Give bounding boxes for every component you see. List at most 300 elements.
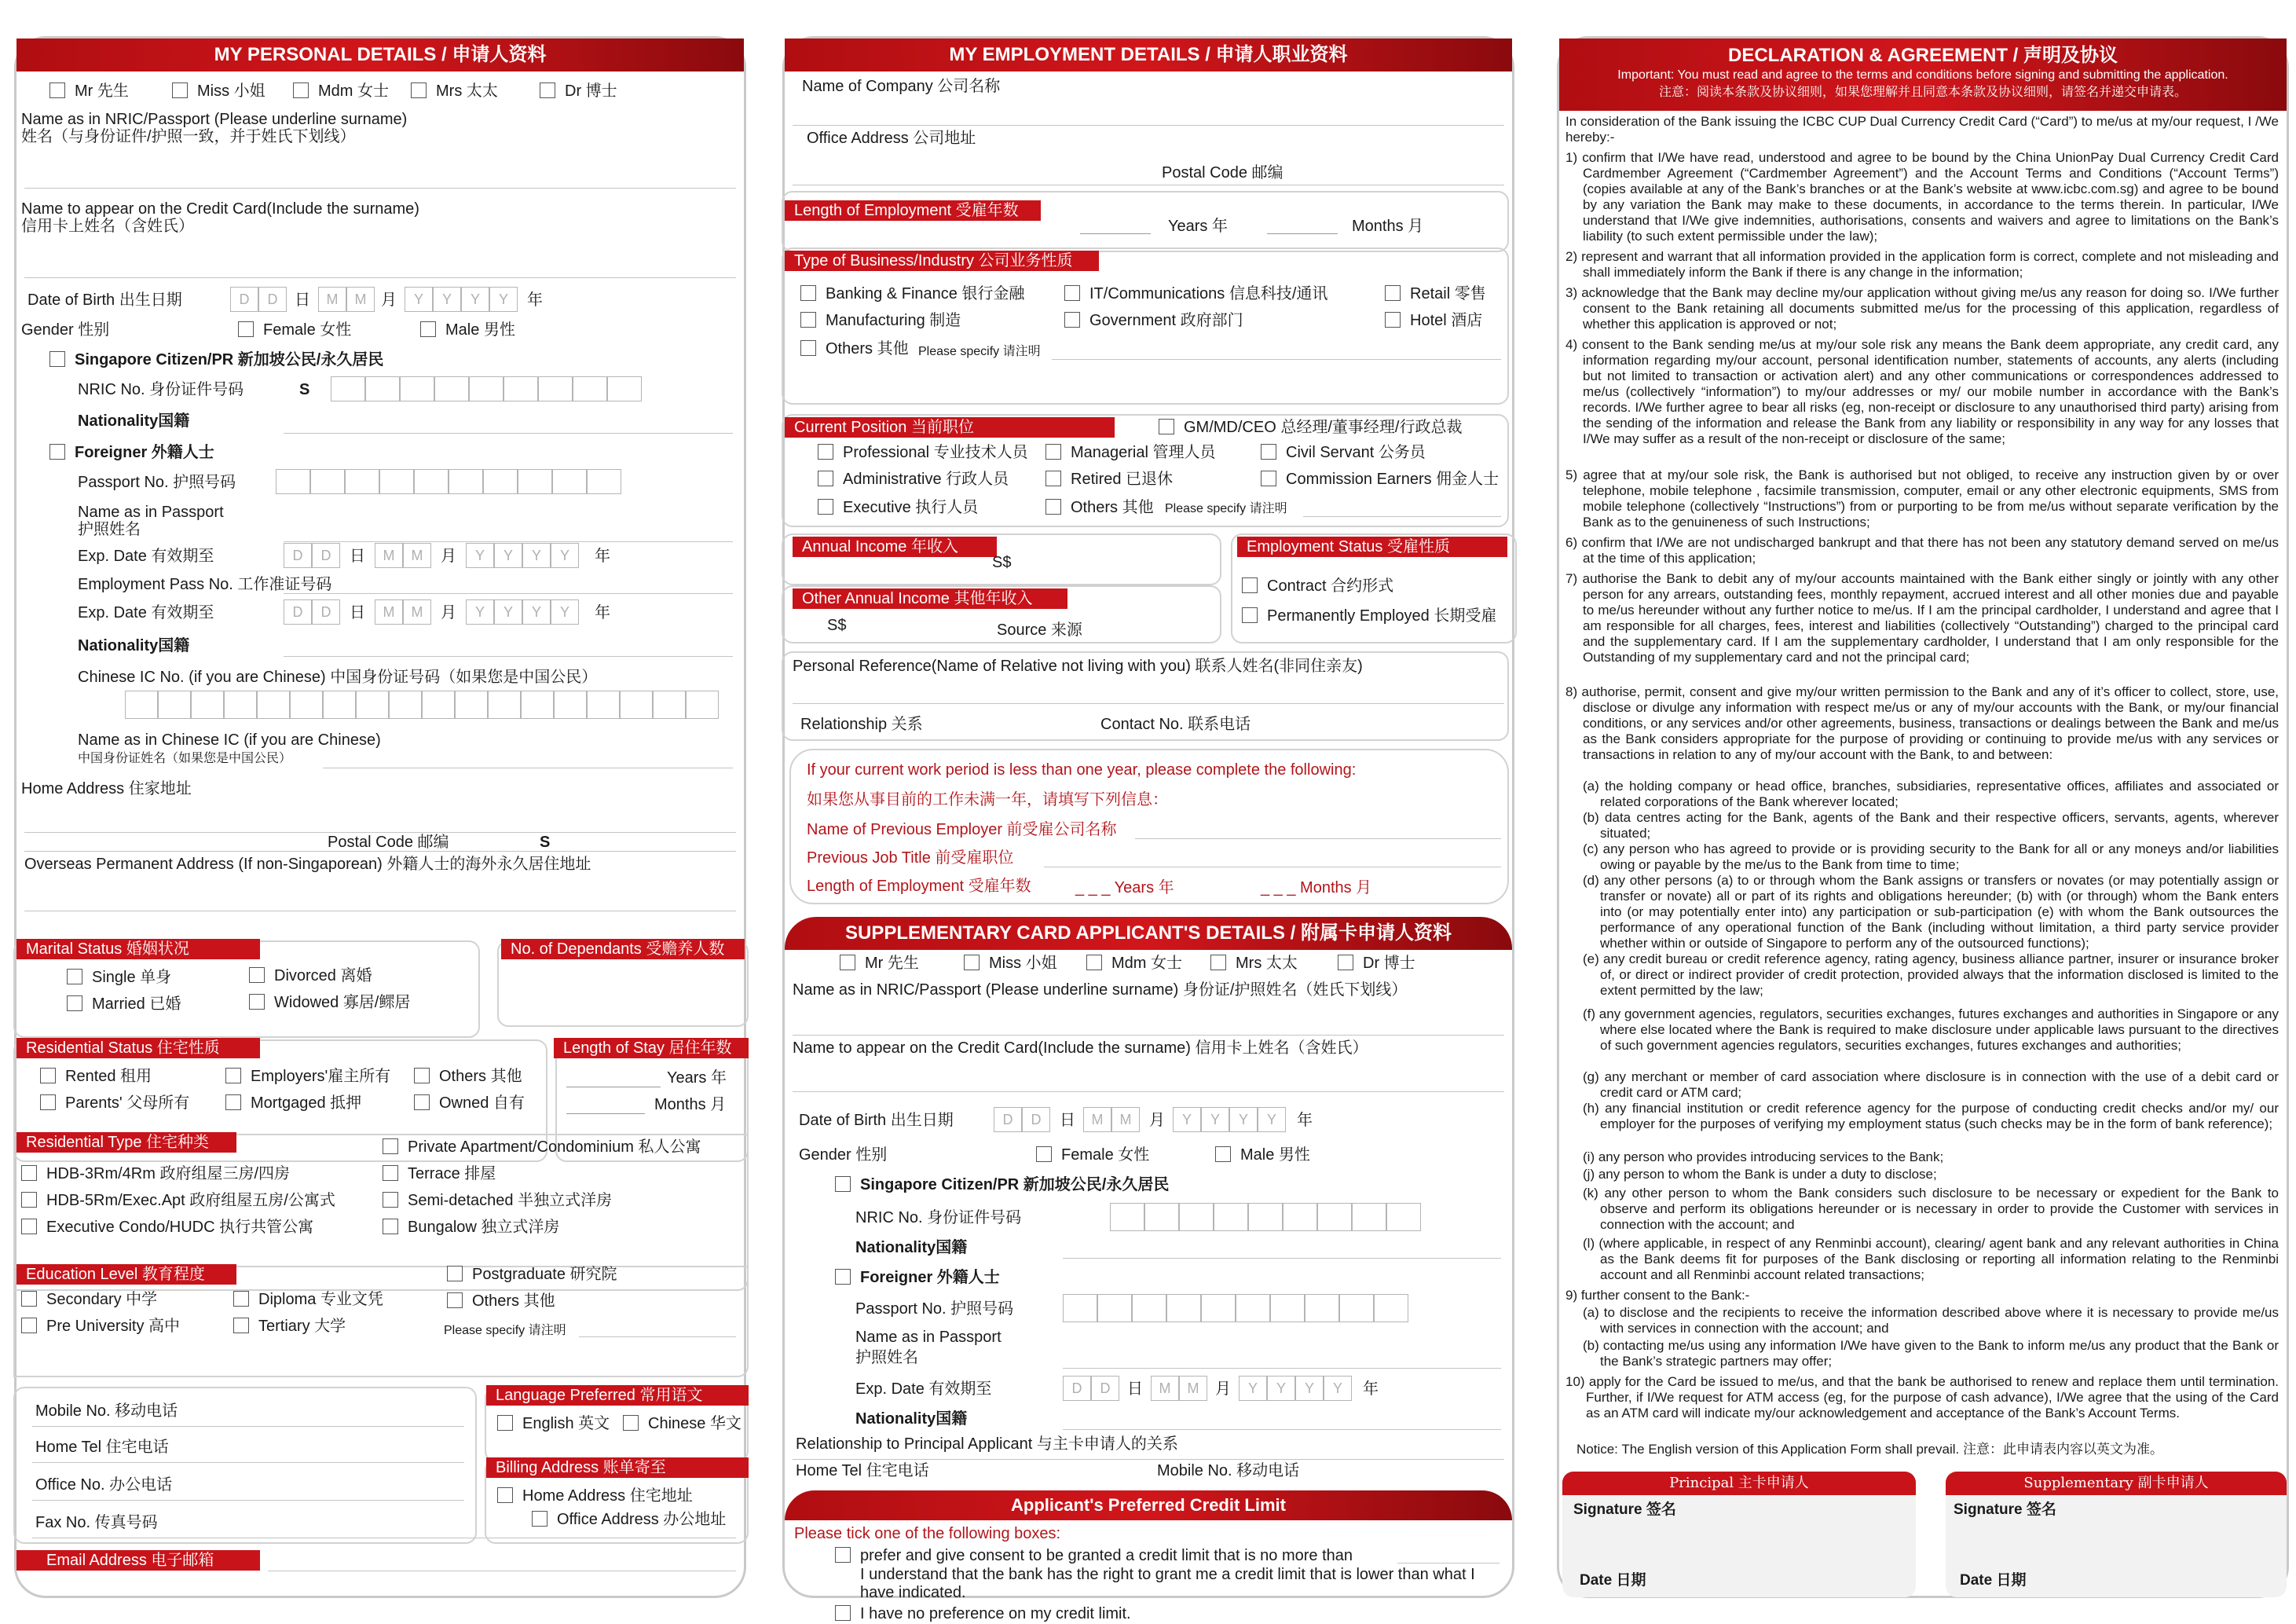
permanent-option[interactable]: Permanently Employed 长期受雇 bbox=[1242, 607, 1496, 625]
passport-digit-box[interactable] bbox=[1132, 1294, 1166, 1322]
passport-digit-box[interactable] bbox=[1374, 1294, 1408, 1322]
supp-title-mr-option[interactable]: Mr 先生 bbox=[840, 955, 919, 973]
semi-detached-option[interactable]: Semi-detached 半独立式洋房 bbox=[383, 1192, 612, 1210]
nric-digit-box[interactable] bbox=[1110, 1203, 1144, 1231]
checkbox[interactable] bbox=[411, 82, 427, 98]
cic-digit-box[interactable] bbox=[158, 691, 191, 719]
passport-digit-box[interactable] bbox=[1305, 1294, 1339, 1322]
cic-digit-box[interactable] bbox=[422, 691, 455, 719]
passport-digit-box[interactable] bbox=[1270, 1294, 1305, 1322]
checkbox[interactable] bbox=[414, 1068, 430, 1083]
passport-digit-box[interactable] bbox=[1166, 1294, 1201, 1322]
supp-female-option[interactable]: Female 女性 bbox=[1036, 1146, 1149, 1164]
reference-input[interactable] bbox=[793, 703, 1504, 704]
supp-nationality-input[interactable] bbox=[1063, 1258, 1501, 1259]
home-address-label: Home Address 住家地址 bbox=[21, 780, 192, 797]
months-label: Months 月 bbox=[654, 1096, 727, 1113]
cic-digit-box[interactable] bbox=[521, 691, 554, 719]
exp-year-box[interactable]: Y bbox=[1324, 1376, 1352, 1401]
checkbox[interactable] bbox=[1045, 499, 1061, 515]
checkbox[interactable] bbox=[67, 995, 82, 1011]
supp-male-option[interactable]: Male 男性 bbox=[1215, 1146, 1310, 1164]
nric-digit-box[interactable] bbox=[469, 376, 504, 401]
declaration-item: 5) agree that at my/our sole risk, the Bank is authorised but not obliged, to receive any instruction given by or over telephone, mobile telephone , facsimile transmission, computer, email or any other electronic equipments, SMS from mobile telephone (collectively “Instructions”) from or purporting to be from me/us without separate verification by the Bank as to the genuineness of such Instructions; bbox=[1565, 467, 2279, 530]
checkbox[interactable] bbox=[1385, 312, 1401, 328]
cic-digit-box[interactable] bbox=[389, 691, 422, 719]
name-passport-input[interactable] bbox=[284, 541, 733, 542]
please-specify-label: Please specify 请注明 bbox=[918, 345, 1041, 358]
billing-home-option[interactable]: Home Address 住宅地址 bbox=[497, 1487, 693, 1505]
employment-pass-input[interactable] bbox=[284, 593, 733, 594]
checkbox[interactable] bbox=[293, 82, 309, 98]
it-option[interactable]: IT/Communications 信息科技/通讯 bbox=[1064, 285, 1327, 303]
checkbox[interactable] bbox=[1261, 471, 1276, 486]
exp-day-box[interactable]: D bbox=[1063, 1376, 1091, 1401]
declaration-subitem: (d) any other persons (a) to or through whom the Bank assigns or transfers or novates (or may potentially assign or transfer or novate) all or part of its rights and obligations hereunder; (b) with (or through) whom the Bank enters into (or may potentially enter into) any participation or sub-participation (e) with whom the Bank outsources the performance of any operational function of the Bank (including without limitation, a third party service provider whether within or outside of Singapore to perform any of the outsourced functions); bbox=[1583, 873, 2279, 951]
nric-digit-box[interactable] bbox=[1317, 1203, 1352, 1231]
tertiary-option[interactable]: Tertiary 大学 bbox=[233, 1318, 346, 1336]
checkbox[interactable] bbox=[249, 994, 265, 1010]
checkbox[interactable] bbox=[532, 1511, 547, 1527]
pre-university-option[interactable]: Pre University 高中 bbox=[21, 1318, 180, 1336]
checkbox[interactable] bbox=[1338, 955, 1353, 970]
passport-digit-box[interactable] bbox=[1339, 1294, 1374, 1322]
checkbox[interactable] bbox=[818, 444, 833, 460]
checkbox[interactable] bbox=[21, 1318, 37, 1333]
single-option[interactable]: Single 单身 bbox=[67, 969, 171, 987]
mortgaged-option[interactable]: Mortgaged 抵押 bbox=[225, 1094, 361, 1113]
passport-digit-box[interactable] bbox=[449, 469, 483, 494]
exp-year-box[interactable]: Y bbox=[1295, 1376, 1324, 1401]
checkbox[interactable] bbox=[40, 1068, 56, 1083]
nric-digit-box[interactable] bbox=[400, 376, 434, 401]
cic-digit-box[interactable] bbox=[191, 691, 224, 719]
checkbox[interactable] bbox=[49, 351, 65, 367]
title-dr-option[interactable]: Dr 博士 bbox=[540, 82, 617, 101]
cic-digit-box[interactable] bbox=[554, 691, 587, 719]
rented-option[interactable]: Rented 租用 bbox=[40, 1068, 152, 1086]
dob-year-box[interactable]: Y bbox=[1201, 1107, 1229, 1132]
dob-day-box[interactable]: D bbox=[1022, 1107, 1050, 1132]
office-no-input[interactable] bbox=[32, 1500, 464, 1501]
checkbox[interactable] bbox=[172, 82, 188, 98]
divorced-option[interactable]: Divorced 离婚 bbox=[249, 967, 372, 985]
no-preference-option[interactable]: I have no preference on my credit limit. bbox=[835, 1605, 1131, 1623]
home-tel-label: Home Tel 住宅电话 bbox=[35, 1439, 169, 1456]
dob-year-box[interactable]: Y bbox=[489, 287, 518, 312]
checkbox[interactable] bbox=[1210, 955, 1226, 970]
checkbox[interactable] bbox=[21, 1291, 37, 1307]
checkbox[interactable] bbox=[49, 82, 65, 98]
exp-day-box[interactable]: D bbox=[312, 543, 340, 568]
checkbox[interactable] bbox=[1159, 419, 1174, 434]
supp-nationality-input[interactable] bbox=[1063, 1429, 1501, 1430]
hdb3-option[interactable]: HDB-3Rm/4Rm 政府组屋三房/四房 bbox=[21, 1165, 290, 1183]
checkbox[interactable] bbox=[447, 1266, 463, 1281]
exp-year-box[interactable]: Y bbox=[1267, 1376, 1295, 1401]
fax-label: Fax No. 传真号码 bbox=[35, 1514, 158, 1531]
checkbox[interactable] bbox=[800, 312, 816, 328]
dob-month-box[interactable]: M bbox=[1083, 1107, 1111, 1132]
checkbox[interactable] bbox=[225, 1094, 241, 1110]
postal-code-label: Postal Code 邮编 bbox=[1162, 164, 1283, 181]
checkbox[interactable] bbox=[1064, 285, 1080, 301]
exp-day-box[interactable]: D bbox=[284, 599, 312, 625]
passport-no-label: Passport No. 护照号码 bbox=[78, 474, 236, 491]
secondary-option[interactable]: Secondary 中学 bbox=[21, 1291, 157, 1309]
civil-servant-option[interactable]: Civil Servant 公务员 bbox=[1261, 444, 1426, 462]
retired-option[interactable]: Retired 已退休 bbox=[1045, 471, 1173, 489]
others-specify-input[interactable] bbox=[579, 1336, 736, 1337]
hotel-option[interactable]: Hotel 酒店 bbox=[1385, 312, 1482, 330]
exp-month-box[interactable]: M bbox=[375, 543, 403, 568]
checkbox[interactable] bbox=[623, 1415, 639, 1431]
retail-option[interactable]: Retail 零售 bbox=[1385, 285, 1486, 303]
passport-digit-box[interactable] bbox=[587, 469, 621, 494]
diploma-option[interactable]: Diploma 专业文凭 bbox=[233, 1291, 383, 1309]
checkbox[interactable] bbox=[835, 1605, 851, 1621]
exp-year-box[interactable]: Y bbox=[551, 543, 579, 568]
tick-one-label: Please tick one of the following boxes: bbox=[794, 1525, 1061, 1542]
widowed-option[interactable]: Widowed 寡居/鳏居 bbox=[249, 994, 410, 1012]
nationality-input[interactable] bbox=[284, 433, 733, 434]
other-income-currency: S$ bbox=[827, 617, 847, 634]
home-address-input[interactable] bbox=[24, 832, 736, 833]
checkbox[interactable] bbox=[21, 1165, 37, 1181]
checkbox[interactable] bbox=[383, 1138, 398, 1154]
checkbox[interactable] bbox=[383, 1192, 398, 1208]
declaration-subitem: (h) any financial institution or credit reference agency for the purpose of conducting credit checks and/or my/ our employer for the purposes of verifying my employment status (such checks may be in the form of bank reference); bbox=[1583, 1101, 2279, 1131]
prev-employer-label: Name of Previous Employer 前受雇公司名称 bbox=[807, 821, 1117, 838]
principal-signature-label: Signature 签名 bbox=[1573, 1501, 1676, 1518]
contact-no-label: Contact No. 联系电话 bbox=[1100, 716, 1251, 733]
relationship-principal-input[interactable] bbox=[793, 1459, 1504, 1460]
professional-option[interactable]: Professional 专业技术人员 bbox=[818, 444, 1028, 462]
billing-tag: Billing Address 账单寄至 bbox=[486, 1457, 749, 1478]
married-option[interactable]: Married 已婚 bbox=[67, 995, 181, 1014]
chinese-ic-name-label-cn: 中国身份证姓名（如果您是中国公民） bbox=[78, 752, 292, 765]
nric-digit-box[interactable] bbox=[1214, 1203, 1248, 1231]
declaration-subitem: (f) any government agencies, regulators, securities exchanges, futures exchanges and authorities in Singapore or any where else located where the Bank is required to make disclosure under applicable laws pursuant to the directives of such government agencies regulators, securities exchanges, futures exchanges and authorities; bbox=[1583, 1006, 2279, 1053]
nric-digit-box[interactable] bbox=[1144, 1203, 1179, 1231]
prev-title-label: Previous Job Title 前受雇职位 bbox=[807, 849, 1014, 867]
exec-condo-option[interactable]: Executive Condo/HUDC 执行共管公寓 bbox=[21, 1219, 313, 1237]
passport-digit-box[interactable] bbox=[552, 469, 587, 494]
limit-amount-input[interactable] bbox=[1397, 1563, 1500, 1564]
office-address-label: Office Address 公司地址 bbox=[807, 130, 976, 147]
prev-employer-input[interactable] bbox=[1135, 838, 1501, 839]
supp-foreigner-option[interactable]: Foreigner 外籍人士 bbox=[835, 1269, 1000, 1287]
supplementary-signature-box[interactable] bbox=[1946, 1472, 2287, 1597]
nric-digit-box[interactable] bbox=[538, 376, 573, 401]
cic-digit-box[interactable] bbox=[257, 691, 290, 719]
supp-passport-label: Passport No. 护照号码 bbox=[855, 1300, 1014, 1318]
dob-year-box[interactable]: Y bbox=[405, 287, 433, 312]
nric-digit-box[interactable] bbox=[1283, 1203, 1317, 1231]
principal-label: Principal 主卡申请人 bbox=[1562, 1472, 1916, 1495]
cic-digit-box[interactable] bbox=[686, 691, 719, 719]
cic-digit-box[interactable] bbox=[653, 691, 686, 719]
hdb5-option[interactable]: HDB-5Rm/Exec.Apt 政府组屋五房/公寓式 bbox=[21, 1192, 335, 1210]
year-cn: 年 bbox=[1297, 1112, 1313, 1129]
title-mdm-option[interactable]: Mdm 女士 bbox=[293, 82, 389, 101]
chinese-option[interactable]: Chinese 华文 bbox=[623, 1415, 742, 1433]
exp-day-box[interactable]: D bbox=[284, 543, 312, 568]
employment-months-input[interactable] bbox=[1267, 233, 1338, 234]
checkbox[interactable] bbox=[835, 1176, 851, 1192]
month-cn: 月 bbox=[1149, 1112, 1165, 1129]
title-miss-option[interactable]: Miss 小姐 bbox=[172, 82, 265, 101]
supp-nric-name-label: Name as in NRIC/Passport (Please underline surname) 身份证/护照姓名（姓氏下划线） bbox=[793, 981, 1408, 999]
declaration-subitem: (c) any person who has agreed to provide or is providing security to the Bank for all or any moneys and/or liabilities owing or payable by the me/us to the Bank from time to time; bbox=[1583, 841, 2279, 872]
passport-digit-box[interactable] bbox=[1063, 1294, 1097, 1322]
checkbox[interactable] bbox=[233, 1318, 249, 1333]
nric-digit-box[interactable] bbox=[331, 376, 365, 401]
checkbox[interactable] bbox=[447, 1292, 463, 1308]
checkbox[interactable] bbox=[21, 1219, 37, 1234]
nationality-input[interactable] bbox=[284, 656, 733, 657]
executive-option[interactable]: Executive 执行人员 bbox=[818, 499, 978, 517]
cic-digit-box[interactable] bbox=[620, 691, 653, 719]
private-apt-option[interactable]: Private Apartment/Condominium 私人公寓 bbox=[383, 1138, 701, 1157]
nric-no-label: NRIC No. 身份证件号码 bbox=[78, 381, 244, 398]
checkbox[interactable] bbox=[233, 1291, 249, 1307]
banking-option[interactable]: Banking & Finance 银行金融 bbox=[800, 285, 1024, 303]
checkbox[interactable] bbox=[249, 967, 265, 983]
dob-label: Date of Birth 出生日期 bbox=[27, 291, 182, 309]
nric-digit-box[interactable] bbox=[607, 376, 642, 401]
english-option[interactable]: English 英文 bbox=[497, 1415, 610, 1433]
day-cn: 日 bbox=[1060, 1112, 1075, 1129]
cic-digit-box[interactable] bbox=[356, 691, 389, 719]
manufacturing-option[interactable]: Manufacturing 制造 bbox=[800, 312, 961, 330]
business-specify-input[interactable] bbox=[1052, 359, 1501, 360]
checkbox[interactable] bbox=[835, 1269, 851, 1285]
exp-year-box[interactable]: Y bbox=[466, 543, 494, 568]
exp-year-box[interactable]: Y bbox=[551, 599, 579, 625]
chinese-ic-name-label: Name as in Chinese IC (if you are Chinese) bbox=[78, 731, 381, 749]
less-year-note-cn: 如果您从事目前的工作未满一年，请填写下列信息： bbox=[807, 791, 1168, 808]
principal-signature-box[interactable] bbox=[1562, 1472, 1916, 1597]
supp-title-miss-option[interactable]: Miss 小姐 bbox=[964, 955, 1057, 973]
government-option[interactable]: Government 政府部门 bbox=[1064, 312, 1243, 330]
cic-digit-box[interactable] bbox=[455, 691, 488, 719]
checkbox[interactable] bbox=[840, 955, 855, 970]
dob-day-box[interactable]: D bbox=[230, 287, 258, 312]
checkbox[interactable] bbox=[238, 321, 254, 337]
checkbox[interactable] bbox=[1045, 444, 1061, 460]
checkbox[interactable] bbox=[383, 1165, 398, 1181]
prefer-limit-option[interactable]: prefer and give consent to be granted a credit limit that is no more than bbox=[835, 1547, 1353, 1565]
dob-month-box[interactable]: M bbox=[318, 287, 346, 312]
checkbox[interactable] bbox=[1261, 444, 1276, 460]
current-position-tag: Current Position 当前职位 bbox=[785, 417, 1115, 438]
gender-female-option[interactable]: Female 女性 bbox=[238, 321, 351, 339]
checkbox[interactable] bbox=[1385, 285, 1401, 301]
passport-digit-box[interactable] bbox=[1097, 1294, 1132, 1322]
parents-option[interactable]: Parents' 父母所有 bbox=[40, 1094, 189, 1113]
cic-digit-box[interactable] bbox=[488, 691, 521, 719]
others-option[interactable]: Others 其他 bbox=[414, 1068, 522, 1086]
passport-digit-box[interactable] bbox=[276, 469, 310, 494]
company-input[interactable] bbox=[793, 125, 1504, 126]
checkbox[interactable] bbox=[800, 340, 816, 356]
passport-digit-box[interactable] bbox=[414, 469, 449, 494]
supp-card-name-label: Name to appear on the Credit Card(Include the surname) 信用卡上姓名（含姓氏） bbox=[793, 1039, 1368, 1057]
employers-option[interactable]: Employers'雇主所有 bbox=[225, 1068, 390, 1086]
managerial-option[interactable]: Managerial 管理人员 bbox=[1045, 444, 1216, 462]
checkbox[interactable] bbox=[414, 1094, 430, 1110]
home-tel-input[interactable] bbox=[32, 1462, 464, 1463]
checkbox[interactable] bbox=[1086, 955, 1102, 970]
dob-day-box[interactable]: D bbox=[994, 1107, 1022, 1132]
supp-card-name-input[interactable] bbox=[793, 1091, 1504, 1092]
exp-year-box[interactable]: Y bbox=[522, 543, 551, 568]
checkbox[interactable] bbox=[383, 1219, 398, 1234]
exp-year-box[interactable]: Y bbox=[1239, 1376, 1267, 1401]
cic-digit-box[interactable] bbox=[290, 691, 323, 719]
exp-month-box[interactable]: M bbox=[403, 543, 431, 568]
gm-option[interactable]: GM/MD/CEO 总经理/董事经理/行政总裁 bbox=[1159, 419, 1462, 437]
checkbox[interactable] bbox=[67, 969, 82, 984]
cic-digit-box[interactable] bbox=[224, 691, 257, 719]
mobile-input[interactable] bbox=[32, 1426, 464, 1427]
exp-day-box[interactable]: D bbox=[1091, 1376, 1119, 1401]
card-name-input[interactable] bbox=[24, 277, 736, 278]
passport-digit-box[interactable] bbox=[1236, 1294, 1270, 1322]
cic-digit-box[interactable] bbox=[323, 691, 356, 719]
exp-year-box[interactable]: Y bbox=[466, 599, 494, 625]
nric-digit-box[interactable] bbox=[573, 376, 607, 401]
checkbox[interactable] bbox=[497, 1415, 513, 1431]
checkbox[interactable] bbox=[964, 955, 980, 970]
supp-name-passport-label-cn: 护照姓名 bbox=[855, 1349, 918, 1366]
checkbox[interactable] bbox=[40, 1094, 56, 1110]
dob-month-box[interactable]: M bbox=[346, 287, 375, 312]
terrace-option[interactable]: Terrace 排屋 bbox=[383, 1165, 496, 1183]
passport-digit-box[interactable] bbox=[483, 469, 518, 494]
cic-digit-box[interactable] bbox=[587, 691, 620, 719]
checkbox[interactable] bbox=[1242, 607, 1258, 623]
foreigner-option[interactable]: Foreigner 外籍人士 bbox=[49, 444, 214, 462]
residential-type-tag: Residential Type 住宅种类 bbox=[16, 1132, 236, 1153]
important-note-cn: 注意：阅读本条款及协议细则，如果您理解并且同意本条款及协议细则，请签名并递交申请表。 bbox=[1658, 86, 2187, 99]
supp-citizen-option[interactable]: Singapore Citizen/PR 新加坡公民/永久居民 bbox=[835, 1176, 1169, 1194]
citizen-option[interactable]: Singapore Citizen/PR 新加坡公民/永久居民 bbox=[49, 351, 383, 369]
postgraduate-option[interactable]: Postgraduate 研究院 bbox=[447, 1266, 617, 1284]
nric-digit-box[interactable] bbox=[504, 376, 538, 401]
nric-digit-box[interactable] bbox=[1248, 1203, 1283, 1231]
exp-month-box[interactable]: M bbox=[375, 599, 403, 625]
year-cn: 年 bbox=[595, 604, 610, 621]
dob-year-box[interactable]: Y bbox=[1173, 1107, 1201, 1132]
cic-digit-box[interactable] bbox=[125, 691, 158, 719]
employment-years-input[interactable] bbox=[1080, 233, 1151, 234]
exp-year-box[interactable]: Y bbox=[494, 599, 522, 625]
dob-year-box[interactable]: Y bbox=[461, 287, 489, 312]
dob-day-box[interactable]: D bbox=[258, 287, 287, 312]
checkbox[interactable] bbox=[1064, 312, 1080, 328]
personal-details-header: MY PERSONAL DETAILS / 申请人资料 bbox=[16, 38, 744, 71]
supp-title-dr-option[interactable]: Dr 博士 bbox=[1338, 955, 1415, 973]
billing-office-option[interactable]: Office Address 办公地址 bbox=[532, 1511, 726, 1529]
checkbox[interactable] bbox=[835, 1547, 851, 1563]
title-mr-option[interactable]: Mr 先生 bbox=[49, 82, 129, 101]
email-tag: Email Address 电子邮箱 bbox=[16, 1550, 260, 1571]
gender-male-option[interactable]: Male 男性 bbox=[420, 321, 515, 339]
checkbox[interactable] bbox=[497, 1487, 513, 1503]
checkbox[interactable] bbox=[420, 321, 436, 337]
others-business-option[interactable]: Others 其他 bbox=[800, 340, 909, 358]
nric-name-label-cn: 姓名（与身份证件/护照一致，并于姓氏下划线） bbox=[21, 128, 356, 145]
exp-day-box[interactable]: D bbox=[312, 599, 340, 625]
exp-year-box[interactable]: Y bbox=[494, 543, 522, 568]
english-prevails-notice: Notice: The English version of this Application Form shall prevail. 注意：此申请表内容以英文为准。 bbox=[1576, 1442, 2163, 1457]
administrative-option[interactable]: Administrative 行政人员 bbox=[818, 471, 1009, 489]
exp-year-box[interactable]: Y bbox=[522, 599, 551, 625]
others-position-option[interactable]: Others 其他 bbox=[1045, 499, 1154, 517]
declaration-item: 3) acknowledge that the Bank may decline my/our application without giving me/us any reason for doing so. I/We further consent to the Bank retaining all documents submitted me/us for the processing of this application, regardless of whether this application is approved or not; bbox=[1565, 285, 2279, 332]
dob-year-box[interactable]: Y bbox=[433, 287, 461, 312]
nric-digit-box[interactable] bbox=[1352, 1203, 1386, 1231]
checkbox[interactable] bbox=[800, 285, 816, 301]
nric-digit-box[interactable] bbox=[1179, 1203, 1214, 1231]
dob-year-box[interactable]: Y bbox=[1258, 1107, 1286, 1132]
dob-month-box[interactable]: M bbox=[1111, 1107, 1140, 1132]
owned-option[interactable]: Owned 自有 bbox=[414, 1094, 525, 1113]
passport-digit-box[interactable] bbox=[310, 469, 345, 494]
supp-name-passport-input[interactable] bbox=[1063, 1368, 1501, 1369]
nric-name-label: Name as in NRIC/Passport (Please underline surname) bbox=[21, 111, 408, 128]
checkbox[interactable] bbox=[1036, 1146, 1052, 1162]
supp-title-mdm-option[interactable]: Mdm 女士 bbox=[1086, 955, 1182, 973]
nric-digit-box[interactable] bbox=[434, 376, 469, 401]
passport-digit-box[interactable] bbox=[345, 469, 379, 494]
nric-name-input[interactable] bbox=[24, 188, 736, 189]
supp-title-mrs-option[interactable]: Mrs 太太 bbox=[1210, 955, 1298, 973]
checkbox[interactable] bbox=[1045, 471, 1061, 486]
exp-month-box[interactable]: M bbox=[1151, 1376, 1179, 1401]
commission-option[interactable]: Commission Earners 佣金人士 bbox=[1261, 471, 1499, 489]
contract-option[interactable]: Contract 合约形式 bbox=[1242, 577, 1393, 596]
nric-s-prefix: S bbox=[299, 381, 310, 398]
gender-label: Gender 性别 bbox=[21, 321, 110, 339]
checkbox[interactable] bbox=[1242, 577, 1258, 593]
passport-digit-box[interactable] bbox=[379, 469, 414, 494]
passport-digit-box[interactable] bbox=[1201, 1294, 1236, 1322]
others-education-option[interactable]: Others 其他 bbox=[447, 1292, 555, 1311]
position-specify-input[interactable] bbox=[1303, 516, 1501, 517]
supp-nric-name-input[interactable] bbox=[793, 1035, 1504, 1036]
checkbox[interactable] bbox=[1215, 1146, 1231, 1162]
title-mrs-option[interactable]: Mrs 太太 bbox=[411, 82, 498, 101]
checkbox[interactable] bbox=[49, 444, 65, 460]
checkbox[interactable] bbox=[818, 471, 833, 486]
checkbox[interactable] bbox=[540, 82, 555, 98]
exp-month-box[interactable]: M bbox=[403, 599, 431, 625]
nric-digit-box[interactable] bbox=[365, 376, 400, 401]
bungalow-option[interactable]: Bungalow 独立式洋房 bbox=[383, 1219, 559, 1237]
nric-digit-box[interactable] bbox=[1386, 1203, 1421, 1231]
checkbox[interactable] bbox=[818, 499, 833, 515]
checkbox[interactable] bbox=[21, 1192, 37, 1208]
stay-months-input[interactable] bbox=[566, 1113, 645, 1114]
passport-digit-box[interactable] bbox=[518, 469, 552, 494]
checkbox[interactable] bbox=[225, 1068, 241, 1083]
exp-month-box[interactable]: M bbox=[1179, 1376, 1207, 1401]
employment-details-header: MY EMPLOYMENT DETAILS / 申请人职业资料 bbox=[785, 38, 1512, 71]
dob-year-box[interactable]: Y bbox=[1229, 1107, 1258, 1132]
